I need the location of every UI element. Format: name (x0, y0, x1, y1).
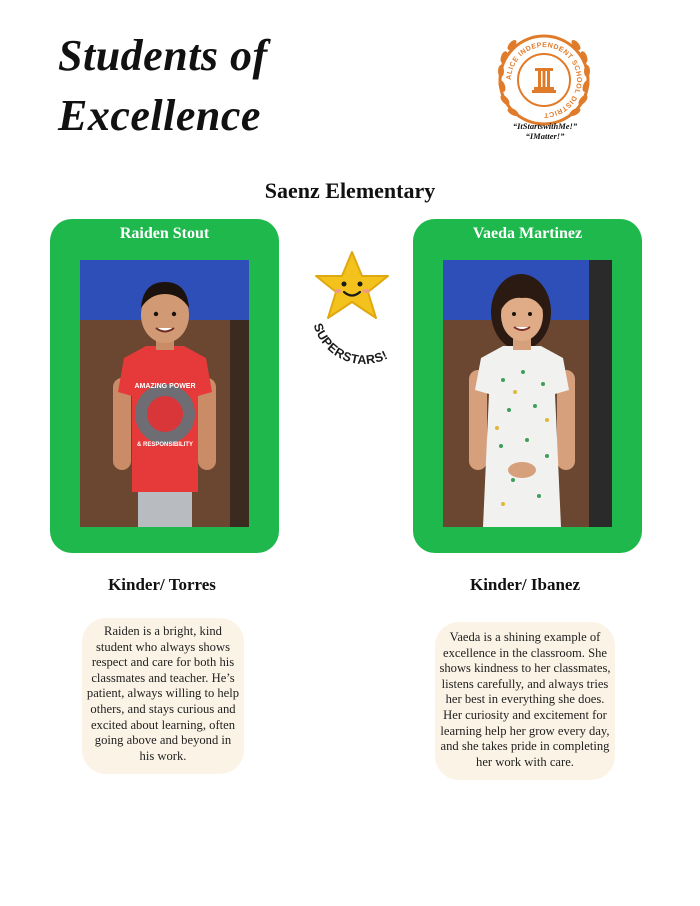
star-icon (316, 252, 388, 318)
district-tagline (480, 121, 610, 141)
student-description-left: Raiden is a bright, kind student who always shows respect and care for both his classmates and teacher. He’s patient, always willing to help others, and stays curious and excited about learning, often going above and beyond in his work. (82, 618, 244, 774)
grade-teacher-right: Kinder/ Ibanez (469, 575, 581, 594)
district-logo (488, 24, 600, 136)
school-name: Saenz Elementary (264, 178, 436, 203)
grade-teacher-left: Kinder/ Torres (108, 575, 216, 594)
student-card-left (50, 219, 279, 553)
student-card-right (413, 219, 642, 553)
student-description-right: Vaeda is a shining example of excellence in the classroom. She shows kindness to her classmates, listens carefully, and always tries her best in everything she does. Her curiosity and excitement for learning help her grow every day, and she takes pride in completing her work with care. (435, 622, 615, 780)
superstars-badge (302, 246, 426, 370)
page-title (58, 26, 268, 146)
logo-ring-text: ALICE INDEPENDENT SCHOOL DISTRICT (505, 41, 583, 119)
tagline-line-1: “ItStartswithMe!” (512, 121, 578, 131)
superstars-text: SUPERSTARS! (310, 321, 391, 368)
title-line-2: Excellence (58, 91, 261, 140)
shirt-text-top: AMAZING POWER (134, 383, 196, 390)
student-photo (443, 260, 612, 527)
shirt-text-bottom: & RESPONSIBILITY (136, 442, 194, 448)
student-name: Raiden Stout (119, 225, 210, 242)
tagline-line-2: “IMatter!” (525, 131, 565, 141)
svg-text:SUPERSTARS! (311, 321, 390, 367)
title-line-1: Students of (58, 31, 268, 80)
student-photo (80, 260, 249, 527)
student-name: Vaeda Martinez (472, 225, 583, 242)
